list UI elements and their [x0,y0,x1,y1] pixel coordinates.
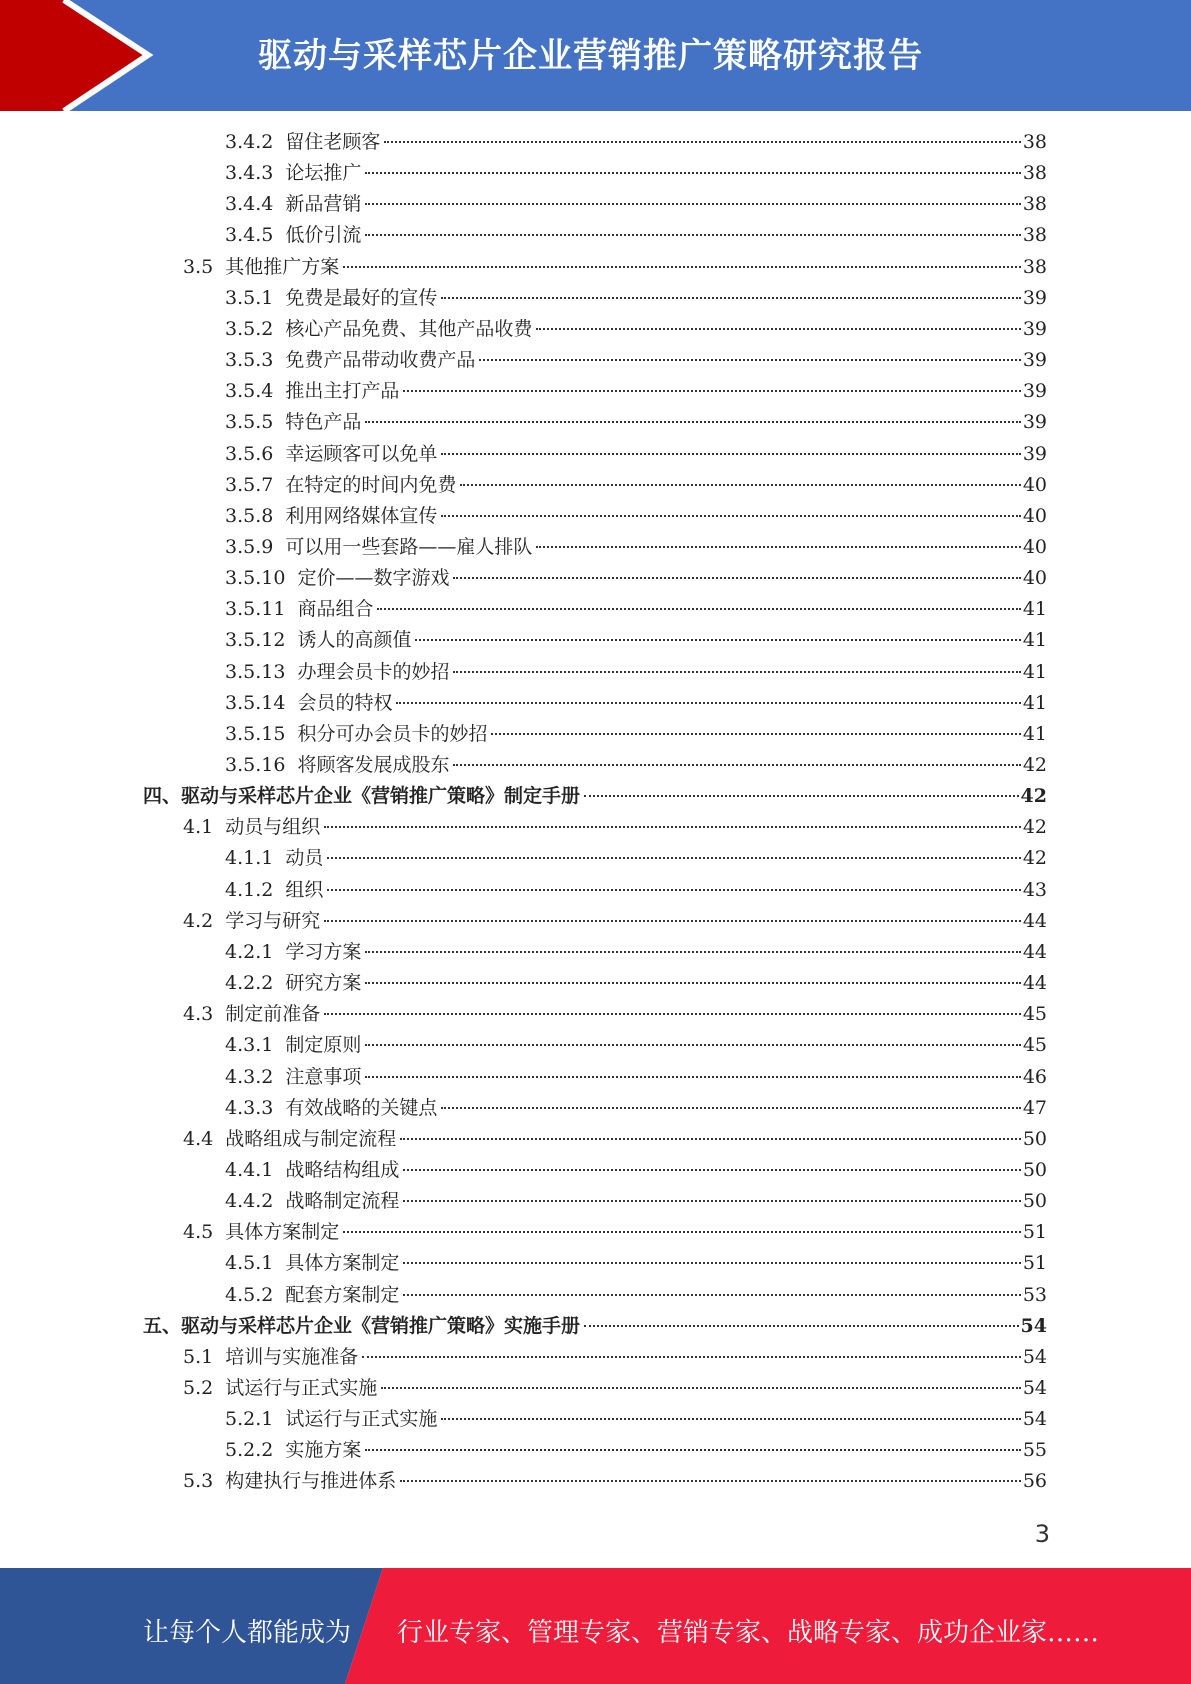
toc-entry-title: 商品组合 [297,598,374,621]
toc-entry[interactable] [225,1093,1047,1123]
toc-entry-title: 组织 [285,878,324,901]
toc-entry-title: 培训与实施准备 [225,1345,359,1368]
toc-entry-number: 3.5.6 [225,442,274,465]
toc-dot-leader [365,951,1020,953]
toc-entry-title: 动员与组织 [225,816,321,839]
toc-entry[interactable] [225,719,1047,749]
toc-entry-number: 4.3 [183,1003,214,1026]
toc-entry-number: 3.5.9 [225,535,274,558]
toc-entry-number: 3.5.3 [225,349,274,372]
toc-entry-number: 3.5.15 [225,722,286,745]
toc-entry-title: 积分可办会员卡的妙招 [297,722,488,745]
toc-entry-number: 4.1.1 [225,847,274,870]
toc-entry-title: 研究方案 [285,972,362,995]
toc-entry-title: 新品营销 [285,193,362,216]
toc-dot-leader [362,1356,1021,1358]
toc-entry-page: 46 [1022,1065,1047,1088]
toc-entry-number: 3.4.4 [225,193,274,216]
toc-dot-leader [441,1418,1020,1420]
toc-entry-number: 4.1.2 [225,878,274,901]
toc-entry[interactable] [225,594,1047,624]
toc-dot-leader [441,515,1020,517]
toc-dot-leader [491,733,1020,735]
toc-entry-page: 41 [1022,660,1047,683]
toc-entry-page: 54 [1020,1314,1047,1337]
toc-entry[interactable] [225,1155,1047,1185]
toc-entry[interactable] [225,501,1047,531]
toc-dot-leader [343,266,1021,268]
toc-entry-page: 54 [1022,1377,1047,1399]
toc-entry[interactable] [225,1062,1047,1092]
toc-entry-title: 战略组成与制定流程 [225,1127,397,1150]
toc-dot-leader [343,1231,1021,1233]
toc-entry-page: 38 [1022,224,1047,247]
toc-entry-title: 有效战略的关键点 [285,1096,438,1119]
toc-dot-leader [327,889,1020,891]
toc-entry-page: 39 [1022,286,1047,309]
toc-dot-leader [403,1294,1020,1296]
toc-entry-title: 将顾客发展成股东 [297,754,450,776]
toc-entry-page: 42 [1022,816,1047,839]
toc-entry-number: 3.4.3 [225,162,274,185]
toc-entry[interactable] [225,750,1047,780]
toc-entry-page: 50 [1022,1190,1047,1213]
toc-entry-title: 免费是最好的宣传 [285,286,438,309]
toc-entry[interactable] [183,1373,1047,1403]
toc-entry-page: 56 [1022,1470,1047,1493]
toc-entry-title: 定价——数字游戏 [297,567,450,590]
toc-entry-page: 40 [1022,473,1047,496]
toc-entry[interactable] [225,875,1047,905]
toc-entry-title: 具体方案制定 [225,1221,340,1244]
toc-dot-leader [453,671,1020,673]
toc-entry-title: 核心产品免费、其他产品收费 [285,317,533,340]
toc-dot-leader [536,546,1020,548]
toc-dot-leader [365,172,1020,174]
toc-dot-leader [584,795,1019,797]
toc-dot-leader [365,203,1020,205]
toc-entry-title: 试运行与正式实施 [285,1408,438,1431]
toc-entry-page: 44 [1022,909,1047,932]
toc-dot-leader [479,359,1020,361]
toc-entry[interactable] [183,906,1047,936]
toc-entry-page: 54 [1022,1408,1047,1431]
toc-entry-number: 5.1 [183,1345,214,1368]
toc-dot-leader [324,1013,1021,1015]
toc-entry-page: 53 [1022,1283,1047,1306]
toc-entry-title: 特色产品 [285,411,362,434]
toc-entry-number: 4.4.1 [225,1158,274,1181]
toc-entry-title: 利用网络媒体宣传 [285,504,438,527]
toc-dot-leader [415,639,1020,641]
toc-entry[interactable] [183,1217,1047,1247]
toc-entry[interactable] [225,657,1047,687]
toc-entry-page: 39 [1022,317,1047,340]
toc-dot-leader [324,826,1021,828]
toc-entry-page: 55 [1022,1439,1047,1462]
toc-entry[interactable] [225,1404,1047,1434]
toc-entry[interactable] [225,407,1047,437]
toc-entry-title: 配套方案制定 [285,1283,400,1306]
toc-entry[interactable] [225,220,1047,250]
toc-dot-leader [453,577,1020,579]
toc-entry[interactable] [183,252,1047,282]
toc-entry-page: 39 [1022,411,1047,434]
toc-entry[interactable] [225,937,1047,967]
toc-entry-number: 3.5.2 [225,317,274,340]
toc-entry[interactable] [225,127,1047,157]
toc-entry-page: 39 [1022,442,1047,465]
toc-entry-page: 54 [1022,1345,1047,1368]
toc-entry-number: 3.5.11 [225,598,286,621]
toc-entry-page: 47 [1022,1096,1047,1119]
toc-entry[interactable] [225,1248,1047,1278]
toc-entry[interactable] [183,1466,1047,1496]
page-number: 3 [1034,1520,1050,1548]
toc-dot-leader [384,141,1020,143]
toc-dot-leader [365,1044,1020,1046]
toc-entry-title: 制定原则 [285,1034,362,1057]
toc-dot-leader [403,1200,1020,1202]
toc-entry-number: 3.5.5 [225,411,274,434]
toc-entry-number: 3.5.4 [225,380,274,403]
toc-entry-title: 其他推广方案 [225,255,340,278]
toc-entry[interactable] [225,625,1047,655]
toc-dot-leader [365,234,1020,236]
toc-entry-page: 41 [1022,691,1047,714]
toc-entry-title: 战略结构组成 [285,1158,400,1181]
toc-entry-number: 3.5.12 [225,629,286,652]
toc-entry-page: 38 [1022,131,1047,153]
toc-entry-title: 试运行与正式实施 [225,1377,378,1399]
toc-entry[interactable] [225,532,1047,562]
toc-entry-number: 4.4 [183,1127,214,1150]
toc-entry-title: 战略制定流程 [285,1190,400,1213]
toc-entry[interactable] [225,968,1047,998]
toc-entry-number: 3.5.7 [225,473,274,496]
toc-entry-page: 38 [1022,162,1047,185]
toc-entry-title: 学习方案 [285,940,362,963]
toc-entry-page: 51 [1022,1252,1047,1275]
toc-entry[interactable] [225,688,1047,718]
toc-dot-leader [400,1138,1021,1140]
toc-entry-number: 3.5 [183,255,214,278]
toc-entry-title: 构建执行与推进体系 [225,1470,397,1493]
toc-entry-number: 5.3 [183,1470,214,1493]
toc-entry-number: 4.5.2 [225,1283,274,1306]
toc-entry-page: 50 [1022,1158,1047,1181]
toc-entry[interactable] [225,1280,1047,1310]
toc-entry[interactable] [225,283,1047,313]
toc-entry-number: 4.3.2 [225,1065,274,1088]
footer-slogan-right: 行业专家、管理专家、营销专家、战略专家、成功企业家…… [397,1618,1100,1648]
report-title: 驱动与采样芯片企业营销推广策略研究报告 [258,36,923,76]
toc-entry[interactable] [183,999,1047,1029]
toc-dot-leader [377,608,1020,610]
toc-entry-title: 注意事项 [285,1065,362,1088]
toc-dot-leader [324,920,1021,922]
toc-entry-page: 39 [1022,349,1047,372]
toc-entry-title: 驱动与采样芯片企业《营销推广策略》实施手册 [181,1314,581,1337]
toc-entry-number: 5.2.2 [225,1439,274,1462]
toc-entry-page: 45 [1022,1034,1047,1057]
toc-dot-leader [584,1325,1019,1327]
toc-dot-leader [536,328,1020,330]
toc-entry-page: 50 [1022,1127,1047,1150]
toc-entry-page: 42 [1022,754,1047,776]
toc-dot-leader [365,1449,1020,1451]
toc-entry-number: 4.2.1 [225,940,274,963]
toc-entry-page: 43 [1022,878,1047,901]
toc-entry[interactable] [225,470,1047,500]
toc-entry[interactable] [143,1311,1047,1341]
toc-entry-title: 诱人的高颜值 [297,629,412,652]
toc-entry-page: 42 [1022,847,1047,870]
toc-dot-leader [453,764,1020,766]
toc-entry-title: 可以用一些套路——雇人排队 [285,535,533,558]
toc-entry-title: 学习与研究 [225,909,321,932]
toc-entry[interactable] [225,376,1047,406]
toc-entry-page: 38 [1022,193,1047,216]
toc-entry-number: 4.5.1 [225,1252,274,1275]
toc-entry-number: 四、 [143,785,182,808]
toc-entry[interactable] [225,189,1047,219]
toc-entry-title: 办理会员卡的妙招 [297,660,450,683]
toc-entry-number: 3.5.16 [225,754,286,776]
toc-entry-number: 4.3.1 [225,1034,274,1057]
toc-entry-number: 4.4.2 [225,1190,274,1213]
toc-entry-number: 4.2 [183,909,214,932]
toc-entry-page: 42 [1020,785,1047,808]
toc-entry-title: 会员的特权 [297,691,393,714]
toc-dot-leader [441,1107,1020,1109]
toc-dot-leader [381,1387,1021,1389]
toc-entry-title: 具体方案制定 [285,1252,400,1275]
toc-entry-page: 41 [1022,598,1047,621]
toc-entry-title: 制定前准备 [225,1003,321,1026]
toc-entry[interactable] [183,1342,1047,1372]
toc-entry-title: 低价引流 [285,224,362,247]
toc-entry[interactable] [225,158,1047,188]
toc-entry-title: 驱动与采样芯片企业《营销推广策略》制定手册 [181,785,581,808]
toc-entry-title: 免费产品带动收费产品 [285,349,476,372]
toc-entry-number: 3.5.8 [225,504,274,527]
toc-entry-page: 40 [1022,504,1047,527]
page-header [0,0,1191,111]
toc-entry-page: 44 [1022,972,1047,995]
toc-entry-title: 幸运顾客可以免单 [285,442,438,465]
toc-entry[interactable] [225,439,1047,469]
toc-dot-leader [400,1480,1021,1482]
toc-dot-leader [403,390,1020,392]
toc-entry[interactable] [225,345,1047,375]
toc-entry-page: 44 [1022,940,1047,963]
toc-entry-page: 41 [1022,629,1047,652]
toc-entry-title: 实施方案 [285,1439,362,1462]
toc-entry[interactable] [183,1124,1047,1154]
toc-entry-number: 4.3.3 [225,1096,274,1119]
toc-entry-number: 3.4.5 [225,224,274,247]
toc-entry[interactable] [225,1186,1047,1216]
toc-dot-leader [365,1076,1020,1078]
toc-entry-number: 5.2.1 [225,1408,274,1431]
toc-dot-leader [441,297,1020,299]
toc-entry-number: 3.5.14 [225,691,286,714]
toc-dot-leader [396,702,1020,704]
toc-dot-leader [460,484,1020,486]
toc-entry-number: 3.4.2 [225,131,274,153]
toc-dot-leader [403,1262,1020,1264]
toc-entry-number: 4.1 [183,816,214,839]
toc-entry[interactable] [143,781,1047,811]
toc-dot-leader [327,857,1020,859]
toc-entry-page: 41 [1022,722,1047,745]
toc-entry-page: 51 [1022,1221,1047,1244]
toc-entry-title: 动员 [285,847,324,870]
toc-entry-page: 38 [1022,255,1047,278]
toc-entry-page: 45 [1022,1003,1047,1026]
toc-entry-number: 4.2.2 [225,972,274,995]
toc-entry-title: 论坛推广 [285,162,362,185]
toc-entry[interactable] [183,812,1047,842]
toc-dot-leader [403,1169,1020,1171]
toc-entry-number: 5.2 [183,1377,214,1399]
toc-entry-page: 40 [1022,535,1047,558]
toc-dot-leader [441,453,1020,455]
toc-entry-title: 留住老顾客 [285,131,381,153]
toc-entry[interactable] [225,1435,1047,1465]
toc-entry-number: 3.5.1 [225,286,274,309]
toc-entry-page: 40 [1022,567,1047,590]
toc-entry[interactable] [225,563,1047,593]
toc-entry[interactable] [225,314,1047,344]
footer-slogan-left: 让每个人都能成为 [143,1618,352,1648]
toc-entry[interactable] [225,843,1047,873]
page-footer [0,1568,1191,1684]
toc-dot-leader [365,982,1020,984]
toc-entry-number: 3.5.13 [225,660,286,683]
toc-entry-title: 推出主打产品 [285,380,400,403]
toc-entry[interactable] [225,1030,1047,1060]
toc-dot-leader [365,421,1020,423]
toc-entry-number: 3.5.10 [225,567,286,590]
toc-entry-page: 39 [1022,380,1047,403]
toc-entry-number: 4.5 [183,1221,214,1244]
toc-entry-number: 五、 [143,1314,182,1337]
toc-entry-title: 在特定的时间内免费 [285,473,457,496]
